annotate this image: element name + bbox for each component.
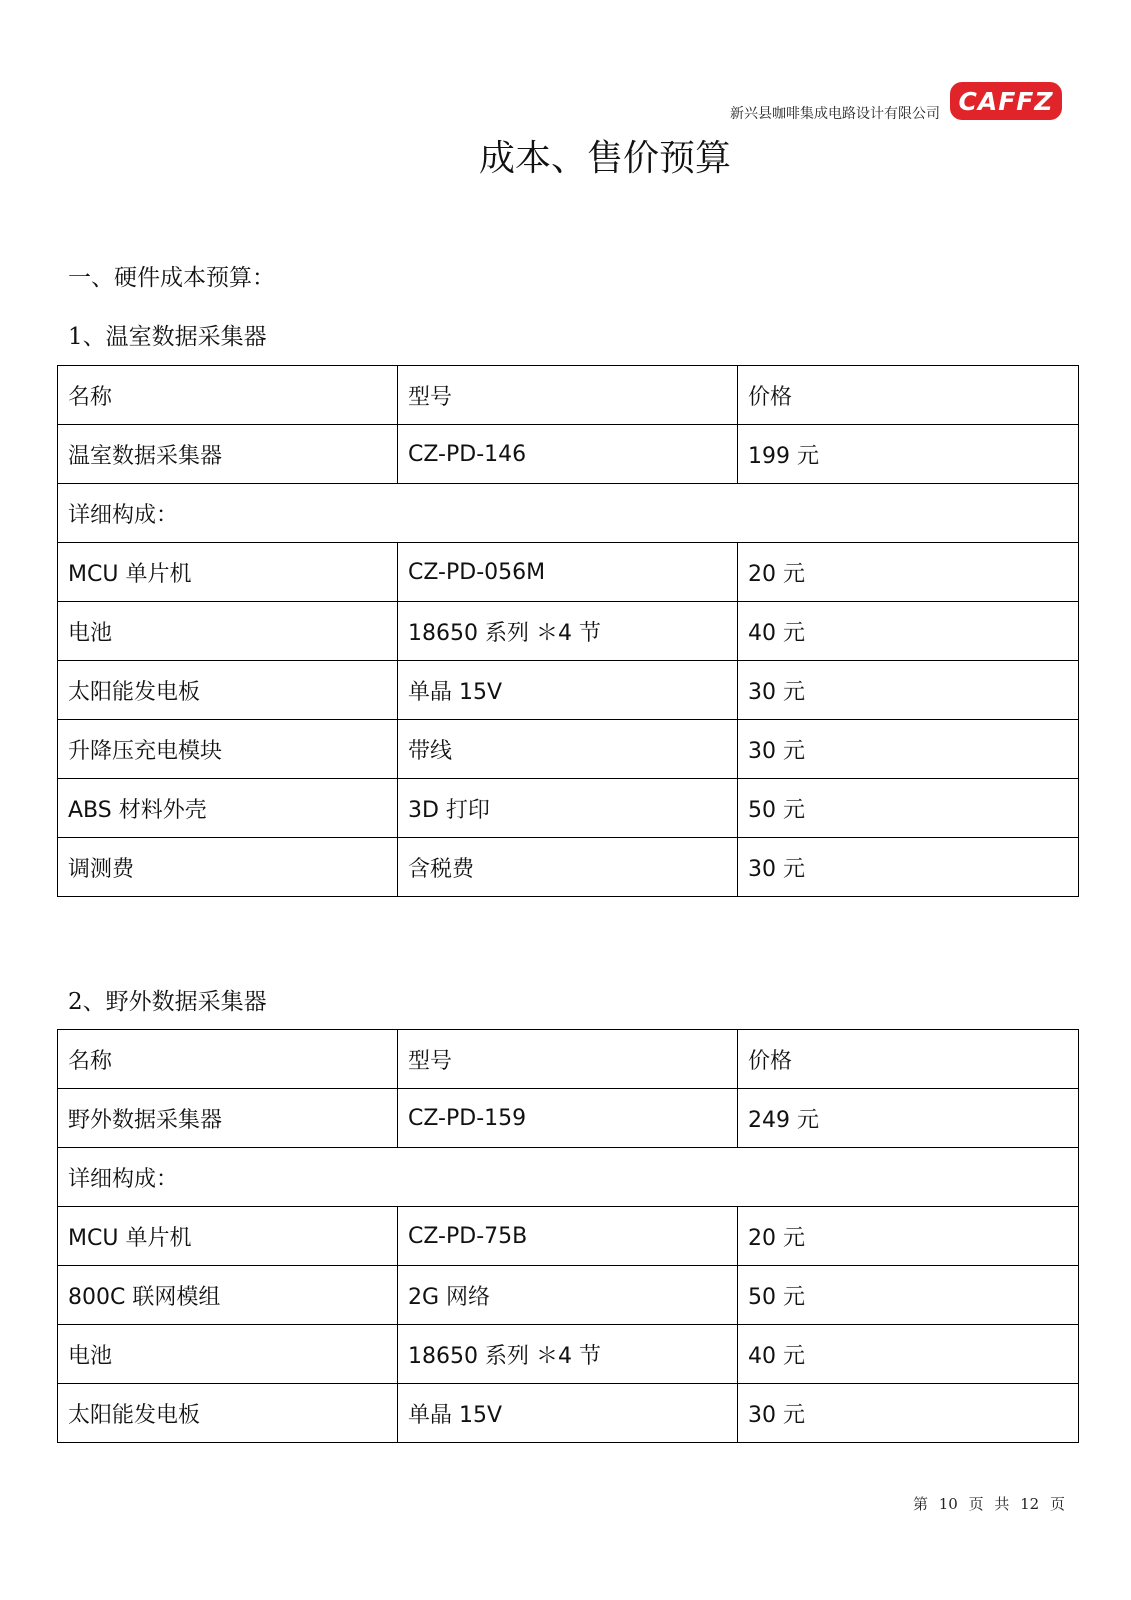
- table-row: [58, 1384, 1079, 1443]
- table-row: [58, 661, 1079, 720]
- column-header-price: 价格: [738, 1030, 1079, 1089]
- product-name: 温室数据采集器: [58, 425, 398, 484]
- component-price: 40 元: [738, 602, 1079, 661]
- component-price: 30 元: [738, 838, 1079, 897]
- company-name: 新兴县咖啡集成电路设计有限公司: [730, 106, 940, 122]
- component-name: 太阳能发电板: [58, 1384, 398, 1443]
- product-price: 249 元: [738, 1089, 1079, 1148]
- table-2-heading: 2、野外数据采集器: [68, 989, 267, 1015]
- column-header-price: 价格: [738, 366, 1079, 425]
- component-price: 40 元: [738, 1325, 1079, 1384]
- detail-label: 详细构成：: [58, 484, 1079, 543]
- table-row: [58, 779, 1079, 838]
- column-header-model: 型号: [398, 366, 738, 425]
- table-row: [58, 543, 1079, 602]
- component-model: 18650 系列 ＊4 节: [398, 602, 738, 661]
- component-price: 50 元: [738, 1266, 1079, 1325]
- component-price: 30 元: [738, 661, 1079, 720]
- component-name: MCU 单片机: [58, 1207, 398, 1266]
- table-row: [58, 1325, 1079, 1384]
- component-price: 20 元: [738, 1207, 1079, 1266]
- logo-text: CAFFZ: [958, 87, 1054, 116]
- table-row: [58, 602, 1079, 661]
- section-heading: 一、硬件成本预算：: [68, 265, 275, 291]
- table-1-heading: 1、温室数据采集器: [68, 324, 267, 350]
- product-name: 野外数据采集器: [58, 1089, 398, 1148]
- greenhouse-collector-table: [57, 365, 1079, 897]
- column-header-name: 名称: [58, 1030, 398, 1089]
- page-title: 成本、售价预算: [478, 138, 731, 179]
- component-model: 单晶 15V: [398, 1384, 738, 1443]
- product-price: 199 元: [738, 425, 1079, 484]
- table-row: [58, 1266, 1079, 1325]
- table-row: [58, 838, 1079, 897]
- component-price: 50 元: [738, 779, 1079, 838]
- table-row: [58, 720, 1079, 779]
- product-row: [58, 425, 1079, 484]
- detail-label: 详细构成：: [58, 1148, 1079, 1207]
- component-model: CZ-PD-056M: [398, 543, 738, 602]
- detail-label-row: [58, 484, 1079, 543]
- product-model: CZ-PD-146: [398, 425, 738, 484]
- product-model: CZ-PD-159: [398, 1089, 738, 1148]
- component-model: 带线: [398, 720, 738, 779]
- component-name: 电池: [58, 1325, 398, 1384]
- component-name: 太阳能发电板: [58, 661, 398, 720]
- component-model: 18650 系列 ＊4 节: [398, 1325, 738, 1384]
- component-price: 30 元: [738, 720, 1079, 779]
- column-header-model: 型号: [398, 1030, 738, 1089]
- table-header-row: [58, 366, 1079, 425]
- field-collector-table: [57, 1029, 1079, 1443]
- component-name: 调测费: [58, 838, 398, 897]
- table-header-row: [58, 1030, 1079, 1089]
- component-name: ABS 材料外壳: [58, 779, 398, 838]
- company-logo: [949, 81, 1063, 121]
- component-price: 20 元: [738, 543, 1079, 602]
- component-name: MCU 单片机: [58, 543, 398, 602]
- product-row: [58, 1089, 1079, 1148]
- component-price: 30 元: [738, 1384, 1079, 1443]
- component-name: 升降压充电模块: [58, 720, 398, 779]
- component-model: 含税费: [398, 838, 738, 897]
- table-row: [58, 1207, 1079, 1266]
- component-name: 800C 联网模组: [58, 1266, 398, 1325]
- component-model: 2G 网络: [398, 1266, 738, 1325]
- component-model: 单晶 15V: [398, 661, 738, 720]
- component-name: 电池: [58, 602, 398, 661]
- page-number: 第 10 页 共 12 页: [912, 1495, 1065, 1513]
- detail-label-row: [58, 1148, 1079, 1207]
- column-header-name: 名称: [58, 366, 398, 425]
- component-model: 3D 打印: [398, 779, 738, 838]
- component-model: CZ-PD-75B: [398, 1207, 738, 1266]
